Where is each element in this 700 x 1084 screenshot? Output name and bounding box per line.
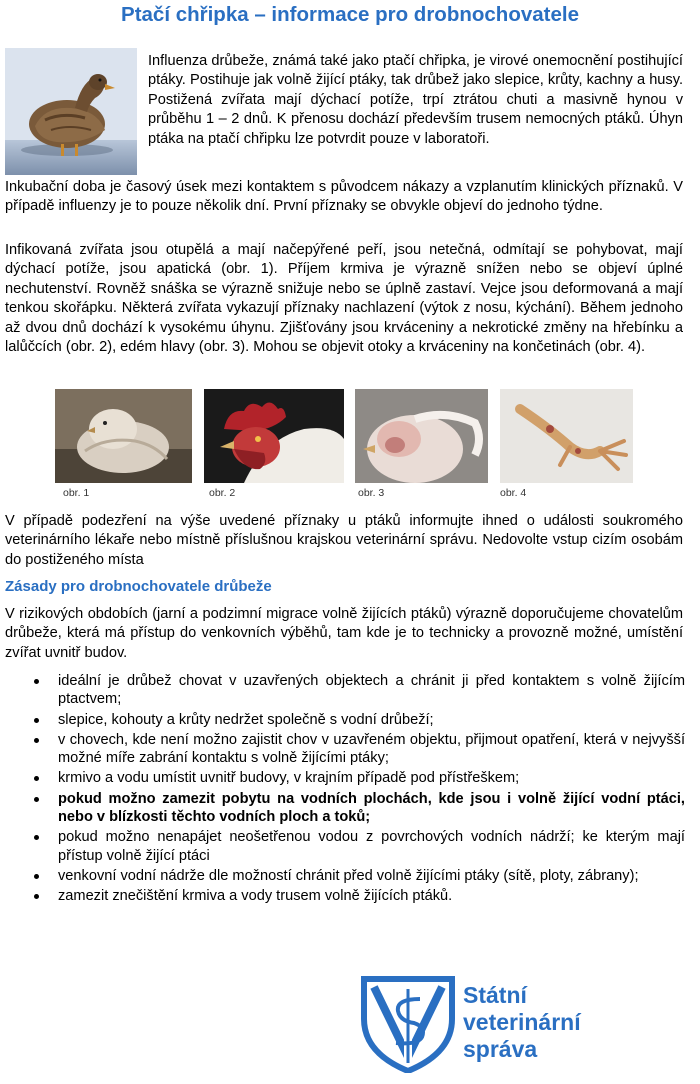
figure-1-photo bbox=[55, 389, 192, 483]
rules-intro-paragraph: V rizikových obdobích (jarní a podzimní migrace volně žijících ptáků) výrazně doporučujeme chovatelům drůbeže, která má přístup do venkovních výběhů, tam kde je to technicky a provozně možné, umístění zvířat uvnitř budov. bbox=[5, 606, 683, 661]
figure-3-caption: obr. 3 bbox=[358, 487, 385, 499]
rules-heading: Zásady pro drobnochovatele drůbeže bbox=[5, 578, 272, 595]
list-item: slepice, kohouty a krůty nedržet společně s vodní drůbeží; bbox=[5, 711, 685, 729]
list-item: krmivo a vodu umístit uvnitř budovy, v krajním případě pod přístřeškem; bbox=[5, 769, 685, 787]
figure-2-caption: obr. 2 bbox=[209, 487, 236, 499]
list-item: pokud možno zamezit pobytu na vodních plochách, kde jsou i volně žijící vodní ptáci, nebo v blízkosti těchto vodních ploch a toků; bbox=[5, 790, 685, 827]
list-item: zamezit znečištění krmiva a vody trusem volně žijících ptáků. bbox=[5, 887, 685, 905]
duck-photo bbox=[5, 48, 137, 175]
list-item: venkovní vodní nádrže dle možností chránit před volně žijícími ptáky (sítě, ploty, zábrany); bbox=[5, 867, 685, 885]
figure-3-photo bbox=[355, 389, 488, 483]
logo-line-3: správa bbox=[463, 1036, 538, 1062]
rules-list bbox=[5, 672, 685, 907]
svs-logo bbox=[360, 973, 620, 1073]
logo-line-2: veterinární bbox=[463, 1009, 581, 1035]
intro-paragraph: Influenza drůbeže, známá také jako ptačí chřipka, je virové onemocnění postihující ptáky. Postihuje jak volně žijící ptáky, tak drůbež jako slepice, krůty, kachny a husy. Postižená zvířata mají dýchací potíže, trpí ztrátou chuti a masivně hynou v průběhu 1 – 2 dnů. K přenosu dochází především trusem nemocných ptáků. Úhyn ptáka na ptačí chřipku lze potvrdit pouze v laboratoři. bbox=[148, 53, 683, 147]
suspicion-paragraph: V případě podezření na výše uvedené příznaky u ptáků informujte ihned o události soukromého veterinárního lékaře nebo místně příslušnou krajskou veterinární správu. Nedovolte vstup cizím osobám do postiženého místa bbox=[5, 513, 683, 568]
shield-logo-icon bbox=[360, 973, 456, 1073]
logo-text bbox=[463, 982, 581, 1063]
list-item: v chovech, kde není možno zajistit chov v uzavřeném objektu, přijmout opatření, která v nejvyšší možné míře zabrání kontaktu s volně žijícími ptáky; bbox=[5, 731, 685, 768]
figure-4-photo bbox=[500, 389, 633, 483]
list-item: ideální je drůbež chovat v uzavřených objektech a chránit ji před kontaktem s volně žijícím ptactvem; bbox=[5, 672, 685, 709]
page-title: Ptačí chřipka – informace pro drobnochovatele bbox=[121, 3, 579, 26]
figure-2-photo bbox=[204, 389, 344, 483]
list-item: pokud možno nenapájet neošetřenou vodou z povrchových vodních nádrží; ke kterým mají přístup volně žijící ptáci bbox=[5, 828, 685, 865]
figure-1-caption: obr. 1 bbox=[63, 487, 90, 499]
logo-line-1: Státní bbox=[463, 982, 527, 1008]
incubation-paragraph: Inkubační doba je časový úsek mezi kontaktem s původcem nákazy a vzplanutím klinických příznaků. V případě influenzy je to pouze několik dní. První příznaky se obvykle objeví do jednoho týdne. bbox=[5, 179, 683, 215]
figure-4-caption: obr. 4 bbox=[500, 487, 527, 499]
symptoms-paragraph: Infikovaná zvířata jsou otupělá a mají načepýřené peří, jsou netečná, odmítají se pohybovat, mají dýchací potíže, jsou apatická (obr. 1). Příjem krmiva je výrazně snížen nebo se objeví úplné nechutenství. Rovněž snáška se výrazně snižuje nebo se úplně zastaví. Vejce jsou deformovaná a mají tenkou skořápku. Některá zvířata vykazují příznaky nachlazení (výtok z nosu, kýchání). Během jednoho až dvou dnů dochází k vysokému úhynu. Zjišťovány jsou krváceniny a nekrotické změny na hřebínku a lalůčcích (obr. 2), edém hlavy (obr. 3). Mohou se objevit otoky a krváceniny na končetinách (obr. 4). bbox=[5, 242, 683, 356]
